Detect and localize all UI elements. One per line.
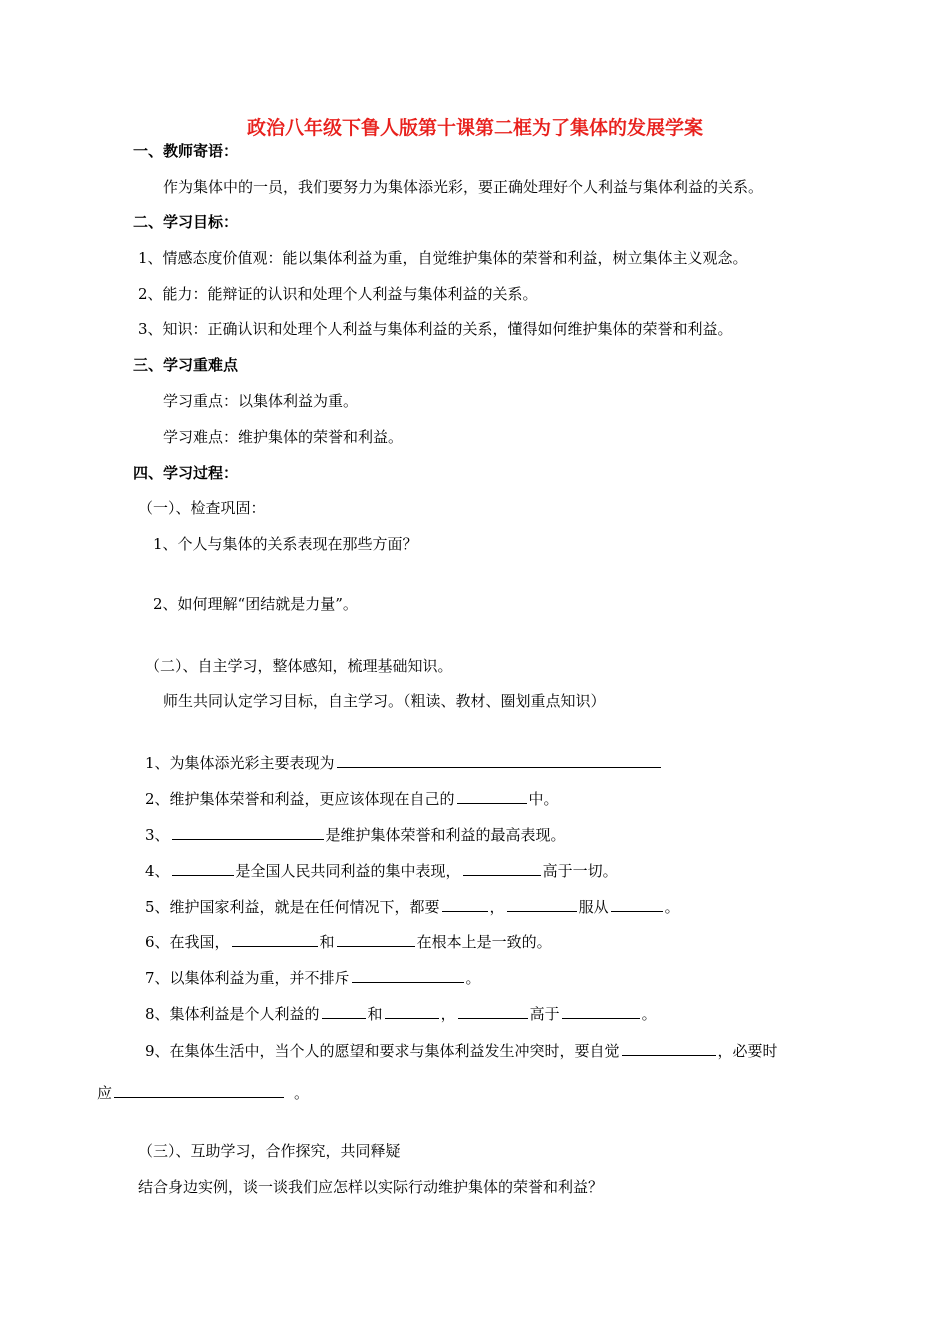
fill-item-9: 9、在集体生活中，当个人的愿望和要求与集体利益发生冲突时，要自觉 ，必要时	[145, 1042, 778, 1060]
answer-blank[interactable]	[385, 1003, 439, 1019]
self-study-intro: 师生共同认定学习目标，自主学习。（粗读、教材、圈划重点知识）	[163, 692, 606, 710]
subsection-heading-cooperative: （三）、互助学习，合作探究，共同释疑	[138, 1142, 401, 1160]
answer-blank[interactable]	[507, 896, 577, 912]
answer-blank[interactable]	[114, 1082, 284, 1098]
teacher-message-text: 作为集体中的一员，我们要努力为集体添光彩，要正确处理好个人利益与集体利益的关系。	[163, 178, 764, 196]
fill-item-6: 6、在我国， 和 在根本上是一致的。	[145, 933, 552, 951]
fill-item-4: 4、 是全国人民共同利益的集中表现， 高于一切。	[145, 862, 618, 880]
answer-blank[interactable]	[172, 824, 324, 840]
answer-blank[interactable]	[337, 931, 415, 947]
difficult-point: 学习难点：维护集体的荣誉和利益。	[163, 428, 404, 446]
fill-item-2: 2、维护集体荣誉和利益，更应该体现在自己的 中。	[145, 790, 559, 808]
objective-item: 3、知识：正确认识和处理个人利益与集体利益的关系，懂得如何维护集体的荣誉和利益。	[138, 320, 733, 338]
review-question: 2、如何理解“团结就是力量”。	[153, 595, 358, 613]
discussion-question: 结合身边实例，谈一谈我们应怎样以实际行动维护集体的荣誉和利益？	[138, 1178, 604, 1196]
document-title: 政治八年级下鲁人版第十课第二框为了集体的发展学案	[246, 117, 703, 139]
section-heading-process: 四、学习过程：	[133, 464, 239, 482]
subsection-heading-self-study: （二）、自主学习，整体感知，梳理基础知识。	[145, 657, 453, 675]
answer-blank[interactable]	[442, 896, 488, 912]
answer-blank[interactable]	[352, 967, 464, 983]
answer-blank[interactable]	[232, 931, 318, 947]
section-heading-objectives: 二、学习目标：	[133, 213, 239, 231]
answer-blank[interactable]	[337, 752, 661, 768]
answer-blank[interactable]	[458, 1003, 528, 1019]
fill-item-1: 1、为集体添光彩主要表现为	[145, 752, 663, 773]
fill-item-8: 8、集体利益是个人利益的 和 ， 高于 。	[145, 1005, 657, 1023]
answer-blank[interactable]	[457, 788, 527, 804]
fill-item-3: 3、 是维护集体荣誉和利益的最高表现。	[145, 826, 566, 844]
review-question: 1、个人与集体的关系表现在那些方面？	[153, 535, 418, 553]
objective-item: 1、情感态度价值观：能以集体利益为重，自觉维护集体的荣誉和利益，树立集体主义观念。	[138, 249, 748, 267]
answer-blank[interactable]	[322, 1003, 366, 1019]
subsection-heading-review: （一）、检查巩固：	[138, 499, 266, 517]
answer-blank[interactable]	[622, 1040, 716, 1056]
answer-blank[interactable]	[562, 1003, 640, 1019]
answer-blank[interactable]	[463, 860, 541, 876]
answer-blank[interactable]	[611, 896, 663, 912]
section-heading-key-points: 三、学习重难点	[133, 356, 239, 374]
answer-blank[interactable]	[172, 860, 234, 876]
fill-item-5: 5、维护国家利益，就是在任何情况下，都要 ， 服从 。	[145, 898, 680, 916]
fill-item-9-continued: 应 。	[97, 1084, 310, 1102]
section-heading-teacher-message: 一、教师寄语：	[133, 142, 239, 160]
objective-item: 2、能力：能辩证的认识和处理个人利益与集体利益的关系。	[138, 285, 538, 303]
fill-item-7: 7、以集体利益为重，并不排斥 。	[145, 969, 481, 987]
key-point: 学习重点：以集体利益为重。	[163, 392, 359, 410]
